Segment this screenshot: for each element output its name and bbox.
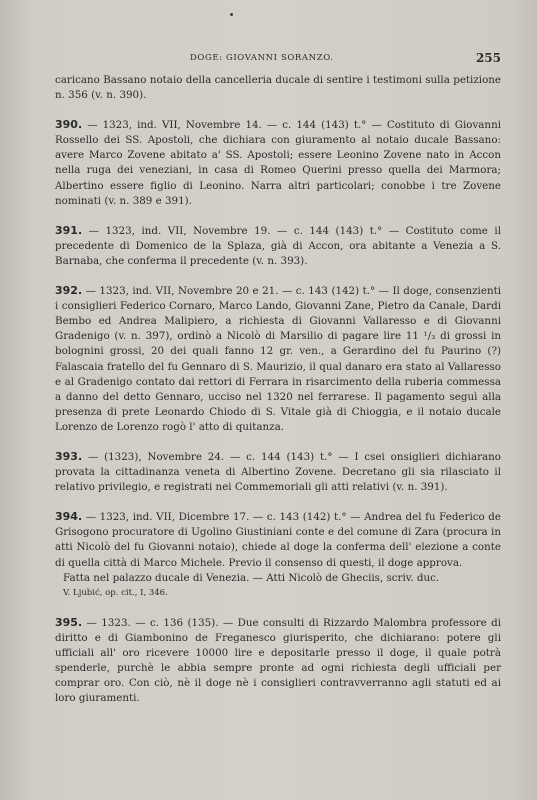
entry-text: — 1323, ind. VII, Dicembre 17. — c. 143 (142) t.° — Andrea del fu Federico de Grisogono procuratore di Ugolino Giustiniani conte e del comune di Zara (procura in atti Nicolò del fu Giovanni notaio), chiede al doge la conferma dell' elezione a conte di quella città di Marco Michele. Previo il consenso di questi, il doge approva. (55, 511, 501, 569)
entry-number: 394. (55, 510, 83, 524)
entry-394-place-note: Fatta nel palazzo ducale di Venezia. — Atti Nicolò de Gheciis, scriv. duc. (63, 571, 440, 584)
entry-number: 393. (55, 449, 83, 463)
ink-dot (230, 13, 233, 16)
entry-text: — 1323, ind. VII, Novembre 20 e 21. — c. 143 (142) t.° — Il doge, consenzienti i consiglieri Federico Cornaro, Marco Lando, Giovanni Zane, Pietro da Canale, Dardi Bembo ed Andrea Malipiero, a richiesta di Giovanni Vallaresso e di Giovanni Gradenigo (v. n. 397), ordinò a Nicolò di Marsilio di pagare lire 11 ¹/₃ di grossi in bolognini grossi, 20 dei quali fanno 12 gr. ven., a Gerardino del fu Paurino (?) Falascaia fratello del fu Gennaro di S. Maurizio, il qual danaro era stato al Vallaresso e al Gradenigo contato dai rettori di Ferrara in risarcimento della ruberia commessa a danno del detto Gennaro, ucciso nel 1320 nel ferrarese. Il pagamento seguì alla presenza di prete Leonardo Chiodo di S. Vitale già di Chioggia, e il notaio ducale Lorenzo de Lorenzo rogò l' atto di quitanza. (55, 285, 502, 433)
entry-text: — 1323, ind. VII, Novembre 19. — c. 144 (143) t.° — Costituto come il precedente di Domenico de la Splaza, già di Accon, ora abitante a Venezia a S. Barnaba, che conferma il precedente (v. n. 393). (55, 224, 501, 267)
entry-394 (55, 509, 501, 570)
page-body (55, 73, 501, 706)
entry-number: 391. (55, 223, 83, 237)
entry-392 (55, 283, 501, 435)
entry-393 (55, 449, 501, 495)
entry-text: — 1323. — c. 136 (135). — Due consulti di Rizzardo Malombra professore di diritto e di Giambonino de Freganesco giurisperito, che dichiarano: potere gli ufficiali all' oro ricevere 10000 lire e depositarle presso il doge, il quale potrà spenderle, purchè le abbia sempre pronte ad ogni richiesta degli ufficiali per comprar oro. Con ciò, nè il doge nè i consiglieri contravverranno agli statuti ed ai loro giuramenti. (55, 616, 501, 705)
entry-391 (55, 223, 501, 269)
entry-number: 395. (55, 615, 83, 629)
entry-text: — (1323), Novembre 24. — c. 144 (143) t.° — I csei onsiglieri dichiarano provata la cittadinanza veneta di Albertino Zovene. Decretano gli sia rilasciato il relativo privilegio, e registrati nei Commemoriali gli atti relativi (v. n. 391). (55, 450, 501, 494)
entry-395 (55, 615, 501, 707)
entry-number: 392. (55, 284, 83, 298)
page-header (55, 51, 501, 65)
entry-number: 390. (55, 118, 83, 132)
entry-390 (55, 117, 501, 209)
page-number: 255 (475, 51, 501, 65)
entry-text: — 1323, ind. VII, Novembre 14. — c. 144 (143) t.° — Costituto di Giovanni Rossello dei SS. Apostoli, che dichiara con giuramento al notaio ducale Bassano: avere Marco Zovene abitato a' SS. Apostoli; essere Leonino Zovene nato in Accon nella ruga dei veneziani, in casa di Romeo Querini presso quella dei Marmora; Albertino essere figlio di Leonino. Narra altri particolari; conobbe i tre Zovene nominati (v. n. 389 e 391). (55, 119, 501, 207)
entry-394-reference: V. Ljubić, op. cit., I, 346. (63, 587, 168, 598)
continuation-paragraph: caricano Bassano notaio della cancelleria ducale di sentire i testimoni sulla petizione n. 356 (v. n. 390). (55, 74, 501, 102)
running-title: DOGE: GIOVANNI SORANZO. (190, 53, 334, 63)
